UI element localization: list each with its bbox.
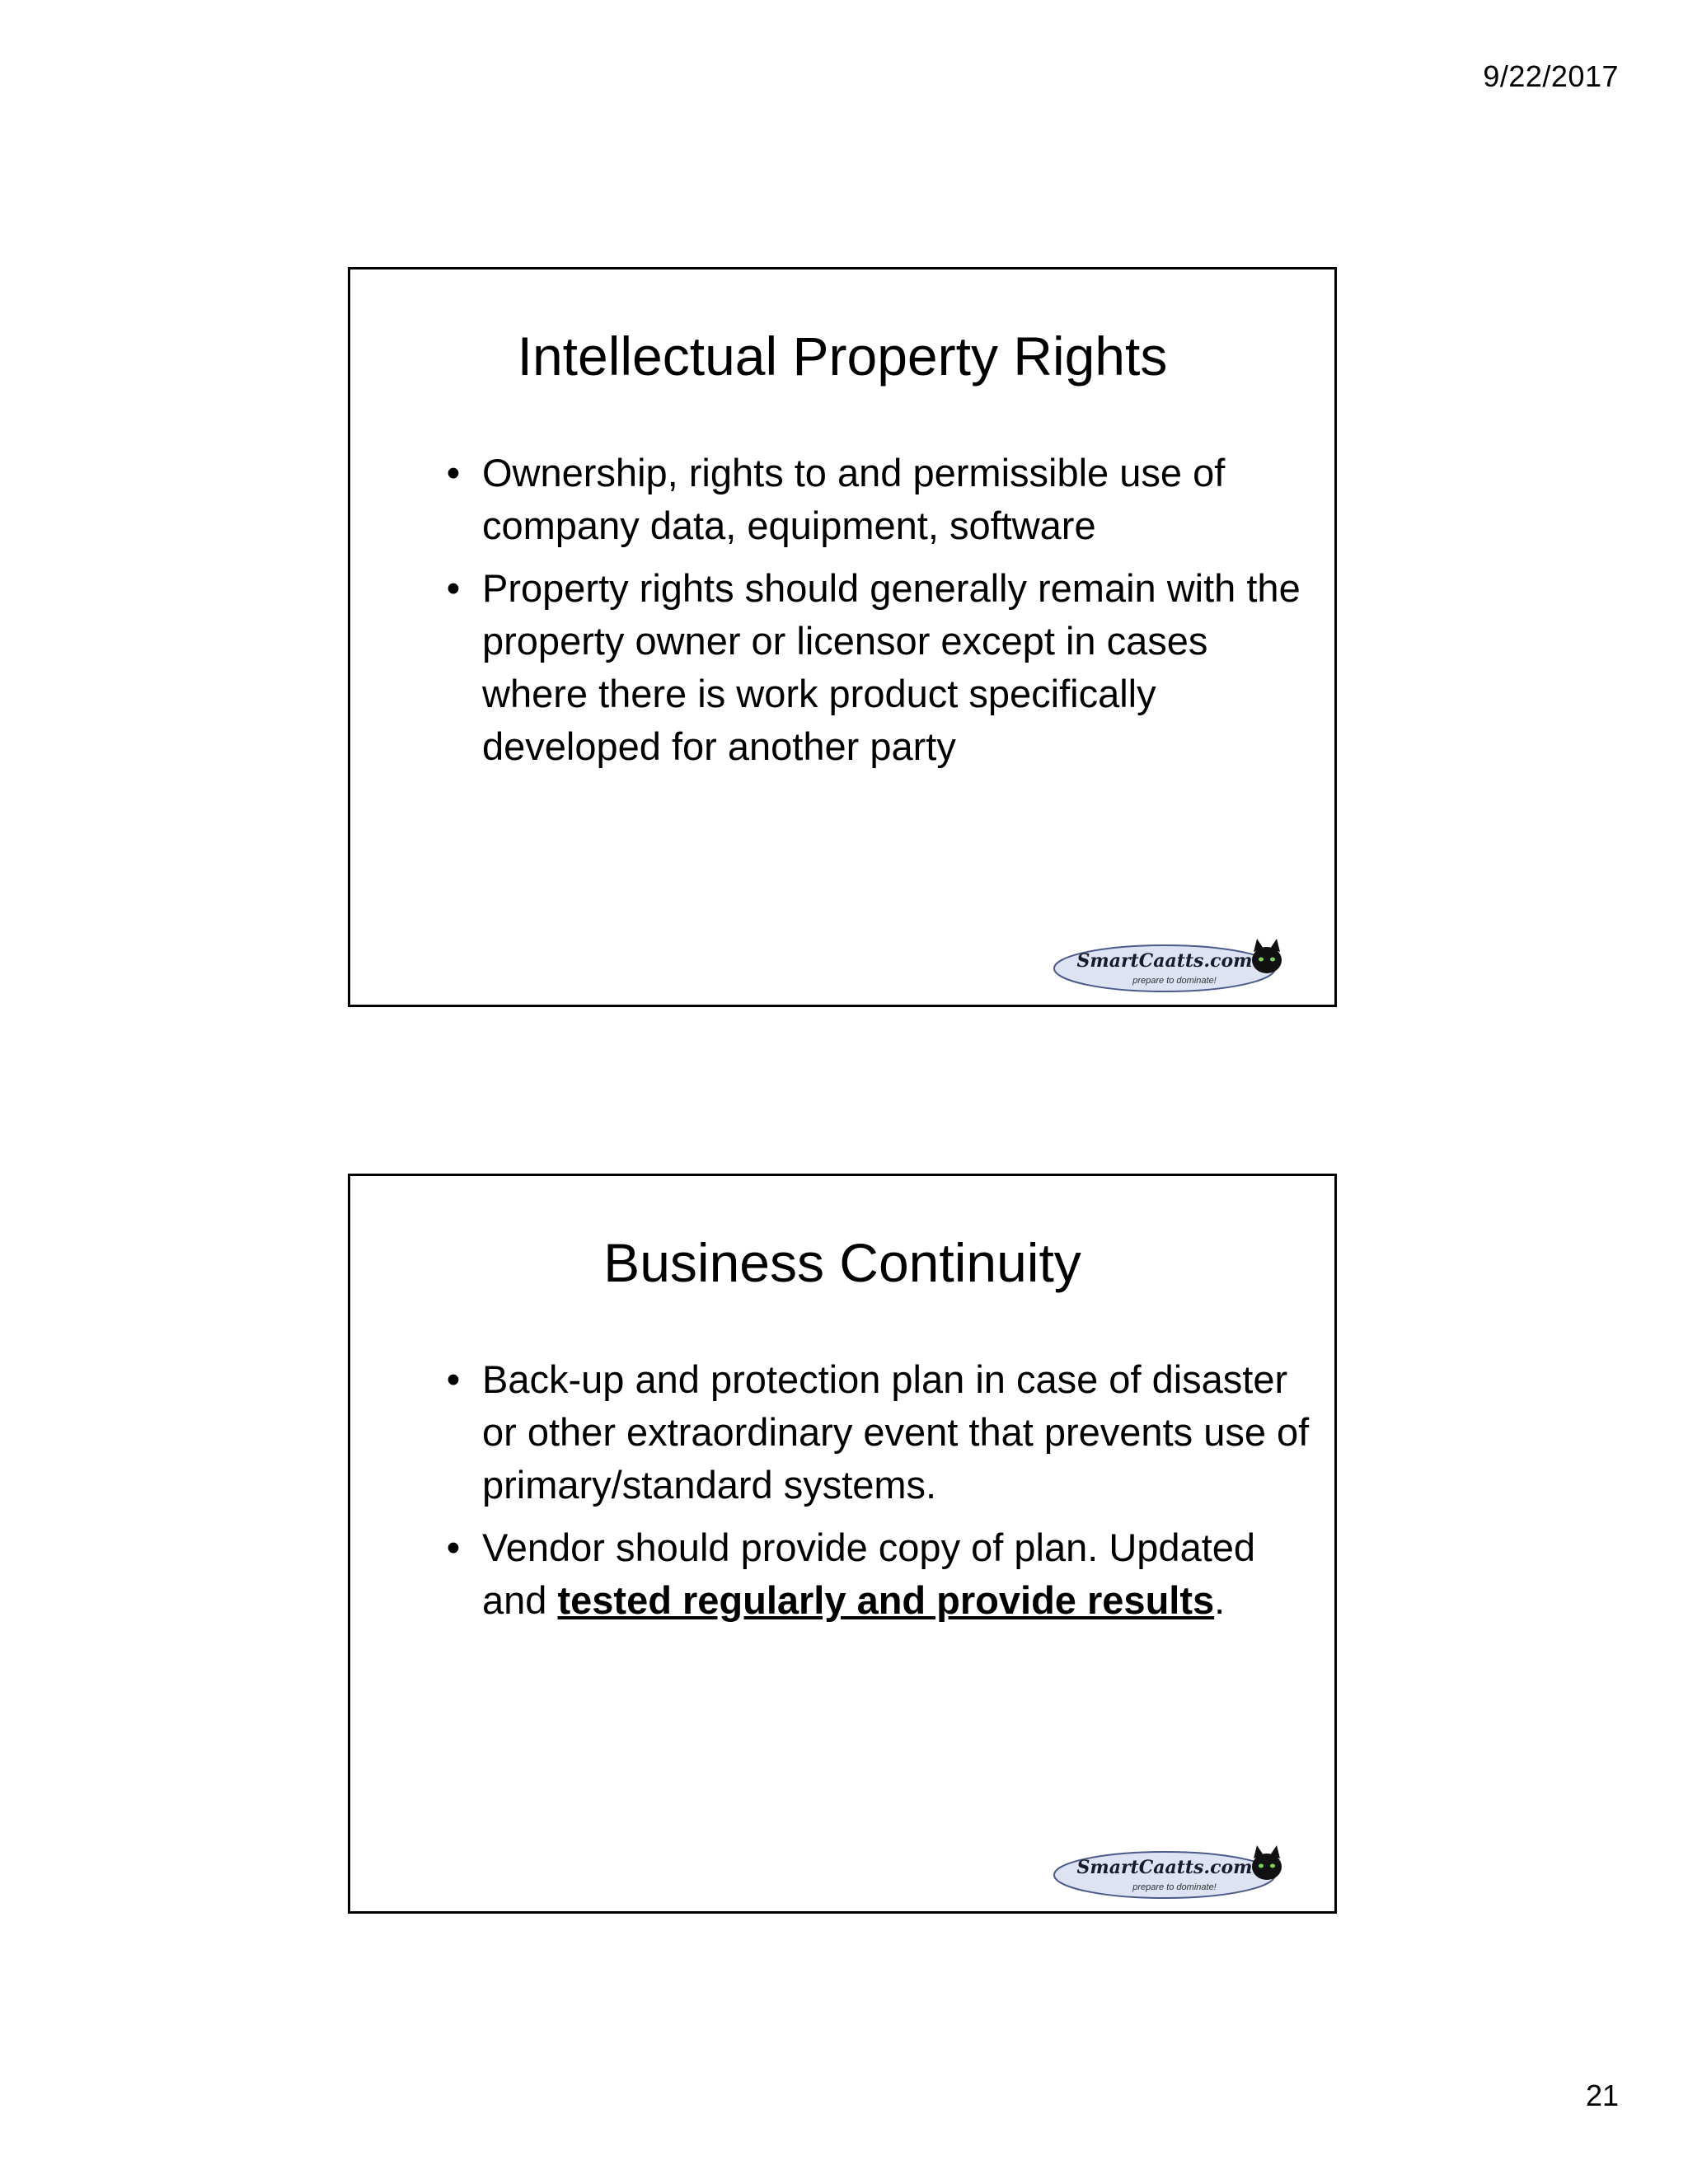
smartcaatts-logo (1051, 937, 1298, 996)
slide-business-continuity (348, 1174, 1337, 1914)
bullet-text: Ownership, rights to and permissible use of company data, equipment, software (482, 451, 1226, 547)
bullet-icon: • (446, 566, 461, 610)
cat-icon (1252, 939, 1282, 973)
logo-tagline: prepare to dominate! (1132, 976, 1217, 986)
bullet-text-emphasis: tested regularly and provide results (557, 1578, 1215, 1622)
bullet-item (441, 1353, 1315, 1511)
bullet-item (441, 562, 1315, 773)
bullet-icon: • (446, 1357, 461, 1401)
bullet-item (441, 447, 1315, 552)
slide-title: Intellectual Property Rights (517, 326, 1168, 387)
bullet-icon: • (446, 1526, 461, 1569)
slide-title: Business Continuity (603, 1232, 1081, 1293)
cat-icon (1252, 1845, 1282, 1880)
logo-graphic (1051, 937, 1298, 996)
logo-name: SmartCaatts.com (1076, 1857, 1253, 1878)
slide-intellectual-property (348, 267, 1337, 1007)
logo-tagline: prepare to dominate! (1132, 1882, 1217, 1892)
logo-name: SmartCaatts.com (1076, 950, 1253, 972)
bullet-item (441, 1521, 1315, 1627)
smartcaatts-logo (1051, 1844, 1298, 1903)
bullet-text-suffix: . (1214, 1578, 1226, 1622)
bullet-text: Property rights should generally remain with the property owner or licensor except in cases where there is work product specifically developed for another party (482, 566, 1301, 768)
bullet-text-prefix: Vendor should provide copy of plan. Updated and (482, 1526, 1256, 1622)
page-date: 9/22/2017 (1483, 59, 1619, 93)
bullet-list (441, 447, 1315, 783)
bullet-list (441, 1353, 1315, 1637)
page-number: 21 (1585, 2079, 1619, 2112)
bullet-text: Back-up and protection plan in case of disaster or other extraordinary event that prevents use of primary/standard systems. (482, 1357, 1310, 1507)
bullet-icon: • (446, 451, 461, 494)
logo-graphic (1051, 1844, 1298, 1903)
